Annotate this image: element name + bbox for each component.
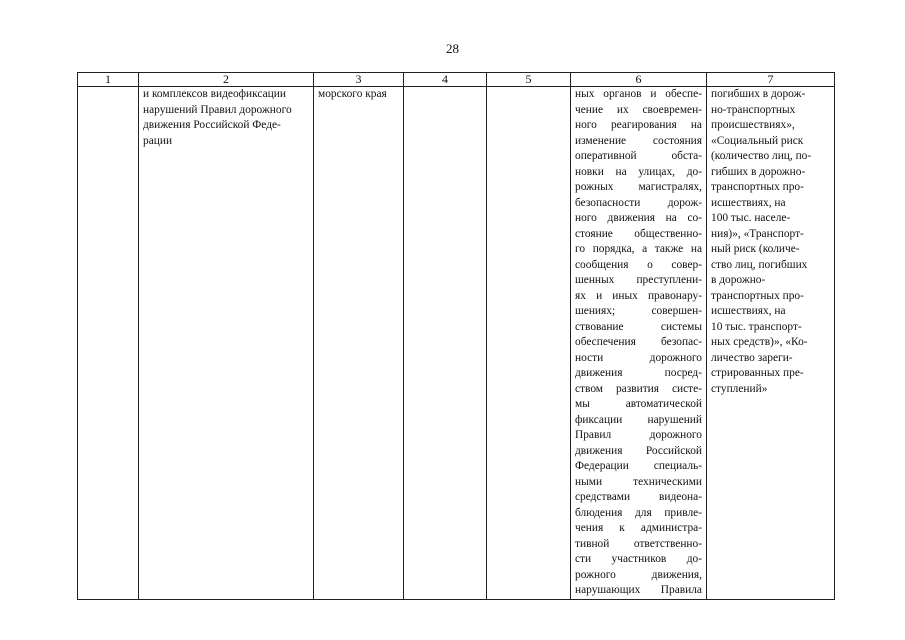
text-line: оперативной обста- [575,150,702,162]
text-line: и комплексов видеофиксации [143,88,286,100]
text-line: происшествиях», [711,119,795,131]
text-line: ство лиц, погибших [711,258,808,271]
text-line: исшествиях, на [711,305,786,317]
text-line: но-транспортных [711,103,796,116]
column-header-2: 2 [139,73,314,87]
text-line: движения посред- [575,367,702,379]
column-header-7: 7 [707,73,835,87]
cell-col-2 [139,87,314,600]
text-line: погибших в дорож- [711,88,806,100]
text-line: (количество лиц, по- [711,150,812,162]
text-line: сти участников до- [575,553,702,565]
text-line: чение их своевремен- [575,103,702,116]
text-line: движения Российской Феде- [143,119,281,131]
text-line: мы автоматической [575,398,702,410]
text-line: 10 тыс. транспорт- [711,320,802,333]
text-line: го порядка, а также на [575,243,702,255]
text-line: Правил дорожного [575,429,702,441]
text-line: ных средств)», «Ко- [711,336,808,348]
text-line: ности дорожного [575,351,702,364]
text-line: 100 тыс. населе- [711,212,791,224]
text-line: гибших в дорожно- [711,165,806,178]
column-header-3: 3 [314,73,404,87]
text-line: шениях; совершен- [575,305,702,317]
column-header-5: 5 [487,73,571,87]
text-line: ствование системы [575,320,702,333]
text-line: личество зареги- [711,351,793,364]
column-header-6: 6 [571,73,707,87]
text-line: ступлений» [711,382,768,395]
text-line: рации [143,134,173,147]
cell-col-6 [571,87,707,600]
document-table [77,72,835,600]
cell-col-7 [707,87,835,600]
text-line: в дорожно- [711,274,766,286]
text-line: Федерации специаль- [575,460,702,472]
text-line: ными техническими [575,475,702,488]
text-line: блюдения для привле- [575,506,702,519]
cell-col-4 [404,87,487,600]
text-line: ния)», «Транспорт- [711,227,804,240]
text-line: ный риск (количе- [711,243,800,255]
cell-col-3 [314,87,404,600]
text-line: ных органов и обеспе- [575,88,702,100]
text-line: движения Российской [575,444,702,457]
text-line: безопасности дорож- [575,196,702,209]
column-header-4: 4 [404,73,487,87]
text-line: шенных преступлени- [575,274,702,286]
text-line: рожного движения, [575,568,702,581]
text-line: ного движения на со- [575,212,702,224]
text-line: ях и иных правонару- [575,289,702,302]
text-line: нарушений Правил дорожного [143,103,292,116]
text-line: фиксации нарушений [575,413,702,426]
text-line: «Социальный риск [711,134,804,147]
text-line: чения к администра- [575,522,702,534]
text-line: морского края [318,88,387,100]
text-line: стрированных пре- [711,367,804,379]
text-line: сообщения о совер- [575,258,702,271]
text-line: обеспечения безопас- [575,336,702,348]
text-line: новки на улицах, до- [575,165,702,178]
text-line: изменение состояния [575,134,702,147]
header-row [78,73,835,87]
cell-col-1 [78,87,139,600]
text-line: транспортных про- [711,289,804,302]
text-line: стояние общественно- [575,227,702,240]
cell-col-5 [487,87,571,600]
text-line: ством развития систе- [575,382,702,395]
column-header-1: 1 [78,73,139,87]
text-line: рожных магистралях, [575,181,702,193]
text-line: средствами видеона- [575,491,702,503]
text-line: нарушающих Правила [575,584,702,596]
text-line: ного реагирования на [575,119,702,131]
text-line: тивной ответственно- [575,537,702,550]
text-line: транспортных про- [711,181,804,193]
text-line: исшествиях, на [711,196,786,209]
table-row [78,87,835,600]
page-number: 28 [446,41,459,56]
